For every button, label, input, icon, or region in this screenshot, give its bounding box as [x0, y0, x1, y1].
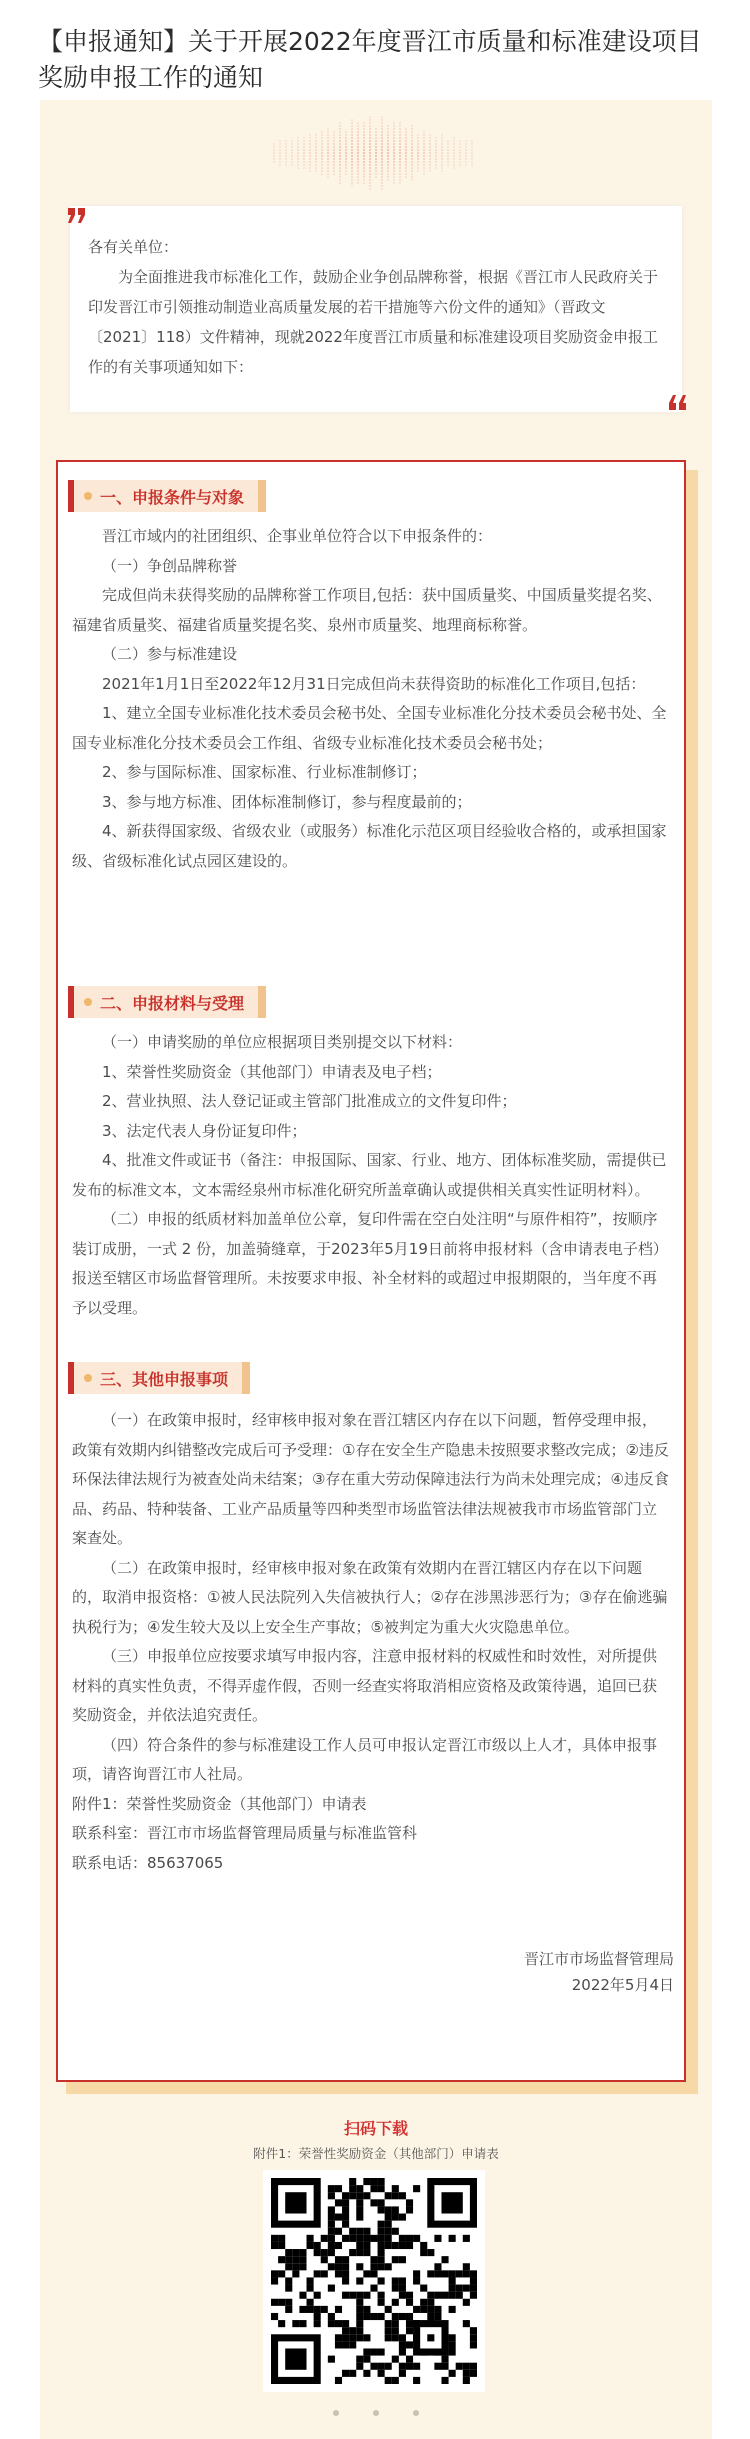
signature-org: 晋江市市场监督管理局: [523, 1950, 674, 1968]
bullet-dot-icon: [84, 998, 92, 1006]
intro-card: [70, 206, 682, 412]
bullet-dot-icon: [84, 492, 92, 500]
paragraph: （三）申报单位应按要求填写申报内容，注意申报材料的权威性和时效性，对所提供材料的真实性负责，不得弄虚作假，否则一经查实将取消相应资格及政策待遇，追回已获奖励资金，并依法追究责任。: [72, 1647, 658, 1724]
qr-code-image: [271, 2178, 477, 2384]
quote-open-icon: [66, 204, 88, 226]
section-2-body: [72, 1028, 670, 1323]
qr-code[interactable]: [263, 2170, 485, 2392]
intro-salutation: 各有关单位：: [88, 238, 179, 256]
article-title: 【申报通知】关于开展2022年度晋江市质量和标准建设项目奖励申报工作的通知: [38, 27, 702, 92]
signature-block: [524, 1946, 674, 1998]
carousel-dot-icon: [333, 2410, 339, 2416]
paragraph: （四）符合条件的参与标准建设工作人员可申报认定晋江市级以上人才，具体申报事项，请咨询晋江市人社局。: [72, 1735, 658, 1783]
paragraph: （二）参与标准建设: [102, 645, 238, 663]
paragraph: 3、法定代表人身份证复印件；: [102, 1121, 307, 1140]
paragraph: 1、荣誉性奖励资金（其他部门）申请表及电子档；: [102, 1062, 442, 1081]
paragraph: （一）在政策申报时，经审核申报对象在晋江辖区内存在以下问题，暂停受理申报，政策有效期内纠错整改完成后可予受理：①存在安全生产隐患未按照要求整改完成；②违反环保法律法规行为被查处尚未结案；③存在重大劳动保障违法行为尚未处理完成；④违反食品、药品、特种装备、工业产品质量等四种类型市场监管法律法规被我市市场监管部门立案查处。: [72, 1411, 669, 1547]
paragraph: 4、批准文件或证书（备注：申报国际、国家、行业、地方、团体标准奖励，需提供已发布的标准文本，文本需经泉州市标准化研究所盖章确认或提供相关真实性证明材料）。: [72, 1151, 667, 1199]
paragraph: 2021年1月1日至2022年12月31日完成但尚未获得资助的标准化工作项目,包括：: [102, 674, 646, 693]
paragraph: （一）争创品牌称誉: [102, 556, 238, 575]
carousel-dots: [40, 2410, 712, 2416]
paragraph: 晋江市域内的社团组织、企事业单位符合以下申报条件的：: [102, 527, 493, 545]
quote-close-icon: [666, 392, 688, 414]
section-heading-2-label: 二、申报材料与受理: [100, 993, 245, 1013]
paragraph: 3、参与地方标准、团体标准制修订，参与程度最前的；: [102, 792, 472, 811]
paragraph: 4、新获得国家级、省级农业（或服务）标准化示范区项目经验收合格的，或承担国家级、省级标准化试点园区建设的。: [72, 822, 667, 870]
contact-phone: 联系电话：85637065: [72, 1853, 224, 1872]
download-subtitle: 附件1：荣誉性奖励资金（其他部门）申请表: [253, 2146, 499, 2161]
section-3-body: [72, 1406, 670, 1878]
paragraph: 2、营业执照、法人登记证或主管部门批准成立的文件复印件；: [102, 1092, 517, 1110]
section-heading-2: [68, 986, 266, 1018]
paragraph: 1、建立全国专业标准化技术委员会秘书处、全国专业标准化分技术委员会秘书处、全国专业标准化分技术委员会工作组、省级专业标准化技术委员会秘书处；: [72, 704, 667, 752]
section-heading-3-label: 三、其他申报事项: [100, 1369, 229, 1389]
decorative-wave-icon: [270, 108, 480, 198]
paragraph: （二）在政策申报时，经审核申报对象在政策有效期内在晋江辖区内存在以下问题的，取消申报资格：①被人民法院列入失信被执行人；②存在涉黑涉恶行为；③存在偷逃骗执税行为；④发生较大及以上安全生产事故；⑤被判定为重大火灾隐患单位。: [72, 1558, 668, 1636]
download-title: 扫码下载: [343, 2119, 408, 2138]
bullet-dot-icon: [84, 1374, 92, 1382]
attachment-line: 附件1：荣誉性奖励资金（其他部门）申请表: [72, 1794, 367, 1813]
section-heading-1: [68, 480, 266, 512]
paragraph: 2、参与国际标准、国家标准、行业标准制修订；: [102, 763, 427, 781]
paragraph: （二）申报的纸质材料加盖单位公章，复印件需在空白处注明“与原件相符”，按顺序装订成册，一式 2 份，加盖骑缝章，于2023年5月19日前将申报材料（含申请表电子档）报送至辖区市场监督管理所。未按要求申报、补全材料的或超过申报期限的，当年度不再予以受理。: [72, 1210, 668, 1317]
main-card: [56, 460, 686, 2082]
section-1-body: [72, 522, 670, 876]
paragraph: （一）申请奖励的单位应根据项目类别提交以下材料：: [102, 1033, 463, 1051]
signature-date: 2022年5月4日: [571, 1976, 674, 1994]
section-heading-1-label: 一、申报条件与对象: [100, 487, 245, 507]
intro-body: 为全面推进我市标准化工作，鼓励企业争创品牌称誉，根据《晋江市人民政府关于印发晋江市引领推动制造业高质量发展的若干措施等六份文件的通知》（晋政文〔2021〕118）文件精神，现就2022年度晋江市质量和标准建设项目奖励资金申报工作的有关事项通知如下：: [88, 268, 659, 376]
carousel-dot-icon: [413, 2410, 419, 2416]
section-heading-3: [68, 1362, 250, 1394]
carousel-dot-icon: [373, 2410, 379, 2416]
paragraph: 完成但尚未获得奖励的品牌称誉工作项目,包括：获中国质量奖、中国质量奖提名奖、福建省质量奖、福建省质量奖提名奖、泉州市质量奖、地理商标称誉。: [72, 586, 662, 634]
contact-department: 联系科室：晋江市市场监督管理局质量与标准监管科: [72, 1824, 418, 1842]
